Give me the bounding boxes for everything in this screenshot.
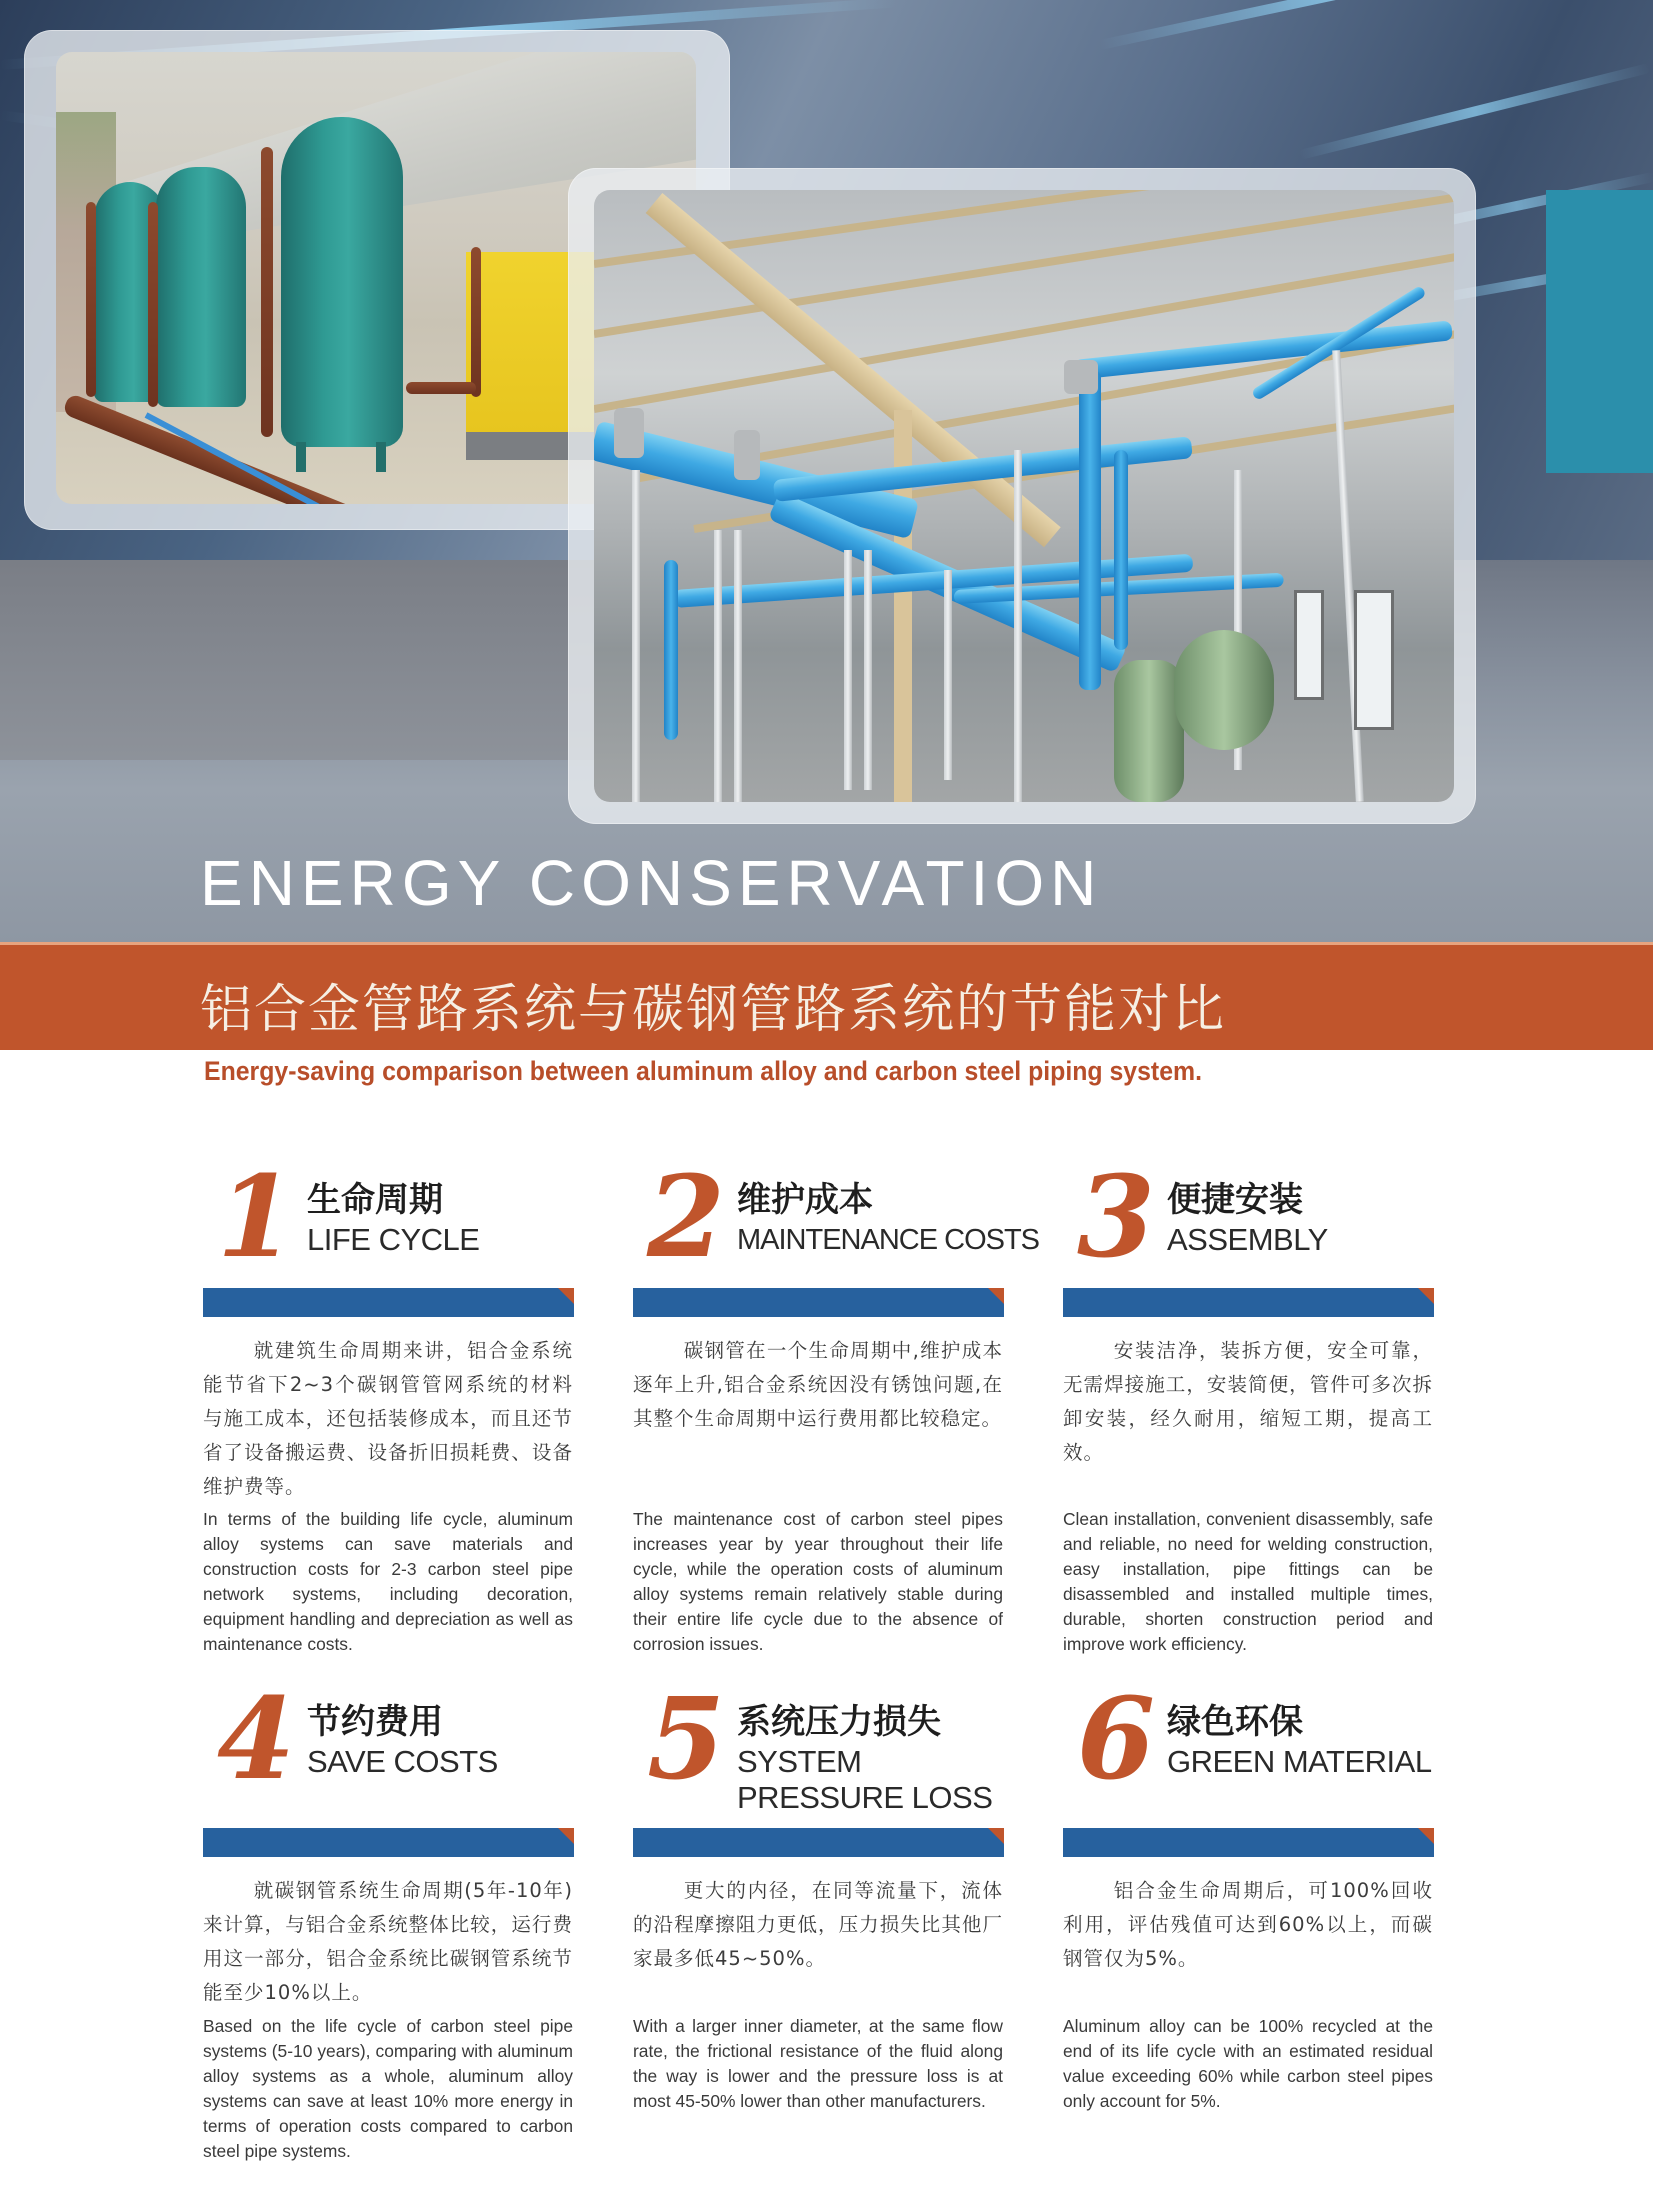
feature-life-cycle	[203, 1152, 573, 1662]
feature-body-en: With a larger inner diameter, at the same flow rate, the frictional resistance of the fluid along the way is lower and the pressure loss is at most 45-50% lower than other manufacturers.	[633, 2016, 1003, 2111]
feature-body-en: Based on the life cycle of carbon steel pipe systems (5-10 years), comparing with aluminum alloy systems as a whole, aluminum alloy systems can save at least 10% more energy in terms of operation costs compared to carbon steel pipe systems.	[203, 2016, 573, 2161]
hero-background-wall	[0, 560, 640, 760]
feature-divider-bar	[203, 1828, 574, 1857]
hero-banner	[0, 0, 1653, 942]
teal-accent-block	[1546, 190, 1653, 473]
feature-body-cn: 碳钢管在一个生命周期中,维护成本逐年上升,铝合金系统因没有锈蚀问题,在其整个生命周期中运行费用都比较稳定。	[633, 1339, 1003, 1430]
feature-number: 5	[647, 1674, 725, 1805]
feature-body-cn: 安装洁净，装拆方便，安全可靠，无需焊接施工，安装简便，管件可多次拆卸安装，经久耐用，缩短工期，提高工效。	[1063, 1339, 1433, 1464]
feature-title-en: GREEN MATERIAL	[1167, 1744, 1432, 1779]
bar-corner-accent	[1418, 1828, 1434, 1844]
light-streak-decoration	[1099, 0, 1649, 50]
feature-divider-bar	[203, 1288, 574, 1317]
bar-corner-accent	[988, 1828, 1004, 1844]
comparison-title-cn: 铝合金管路系统与碳钢管路系统的节能对比	[200, 980, 1227, 1040]
feature-body-cn: 就碳钢管系统生命周期(5年-10年)来计算，与铝合金系统整体比较，运行费用这一部分，铝合金系统比碳钢管系统节能至少10%以上。	[203, 1879, 573, 2004]
feature-body-en: Aluminum alloy can be 100% recycled at the end of its life cycle with an estimated residual value exceeding 60% while carbon steel pipes only account for 5%.	[1063, 2016, 1433, 2111]
feature-divider-bar	[1063, 1828, 1434, 1857]
title-band	[0, 942, 1653, 1050]
aluminum-pipe-system-photo	[594, 190, 1454, 802]
bar-corner-accent	[558, 1828, 574, 1844]
feature-title-cn: 便捷安装	[1167, 1180, 1303, 1220]
feature-number: 6	[1077, 1674, 1155, 1805]
feature-number: 4	[217, 1674, 295, 1805]
feature-number: 3	[1077, 1152, 1155, 1283]
feature-title-cn: 节约费用	[307, 1702, 443, 1742]
feature-title-cn: 生命周期	[307, 1180, 443, 1220]
feature-assembly	[1063, 1152, 1433, 1662]
feature-body-cn: 就建筑生命周期来讲，铝合金系统能节省下2~3个碳钢管管网系统的材料与施工成本，还包括装修成本，而且还节省了设备搬运费、设备折旧损耗费、设备维护费等。	[203, 1339, 573, 1498]
hero-title: ENERGY CONSERVATION	[200, 847, 1103, 919]
feature-title-en: MAINTENANCE COSTS	[737, 1224, 1040, 1256]
bar-corner-accent	[558, 1288, 574, 1304]
feature-body-en: The maintenance cost of carbon steel pipes increases year by year throughout their life cycle, while the operation costs of aluminum alloy systems remain relatively stable during their entire life cycle due to the absence of corrosion issues.	[633, 1509, 1003, 1654]
feature-divider-bar	[1063, 1288, 1434, 1317]
feature-maintenance-costs	[633, 1152, 1040, 1662]
feature-body-en: Clean installation, convenient disassembly, safe and reliable, no need for welding construction, easy installation, pipe fittings can be disassembled and installed multiple times, durable, shorten construction period and improve work efficiency.	[1063, 1509, 1433, 1654]
feature-title-en	[737, 1744, 992, 1816]
feature-green-material	[1063, 1674, 1433, 2184]
feature-title-en: LIFE CYCLE	[307, 1222, 480, 1257]
feature-number: 1	[217, 1152, 295, 1283]
feature-divider-bar	[633, 1288, 1004, 1317]
bar-corner-accent	[988, 1288, 1004, 1304]
feature-title-en-line1: SYSTEM	[737, 1744, 862, 1779]
bar-corner-accent	[1418, 1288, 1434, 1304]
feature-title-cn: 维护成本	[737, 1180, 873, 1220]
feature-title-en: ASSEMBLY	[1167, 1222, 1328, 1257]
feature-title-en-line2: PRESSURE LOSS	[737, 1780, 993, 1815]
feature-title-cn: 系统压力损失	[737, 1702, 941, 1742]
feature-save-costs	[203, 1674, 573, 2184]
feature-title-en: SAVE COSTS	[307, 1744, 498, 1779]
feature-divider-bar	[633, 1828, 1004, 1857]
feature-number: 2	[647, 1152, 725, 1283]
feature-body-cn: 铝合金生命周期后，可100%回收利用，评估残值可达到60%以上，而碳钢管仅为5%。	[1063, 1879, 1433, 1970]
light-streak-decoration	[1299, 63, 1651, 160]
feature-title-cn: 绿色环保	[1167, 1702, 1303, 1742]
feature-system-pressure-loss	[633, 1674, 1003, 2184]
feature-body-en: In terms of the building life cycle, aluminum alloy systems can save materials and construction costs for 2-3 carbon steel pipe network systems, including decoration, equipment handling and depreciation as well as maintenance costs.	[203, 1509, 573, 1654]
feature-body-cn: 更大的内径，在同等流量下，流体的沿程摩擦阻力更低，压力损失比其他厂家最多低45~50%。	[633, 1879, 1003, 1970]
comparison-subtitle-en: Energy-saving comparison between aluminum alloy and carbon steel piping system.	[204, 1056, 1202, 1086]
